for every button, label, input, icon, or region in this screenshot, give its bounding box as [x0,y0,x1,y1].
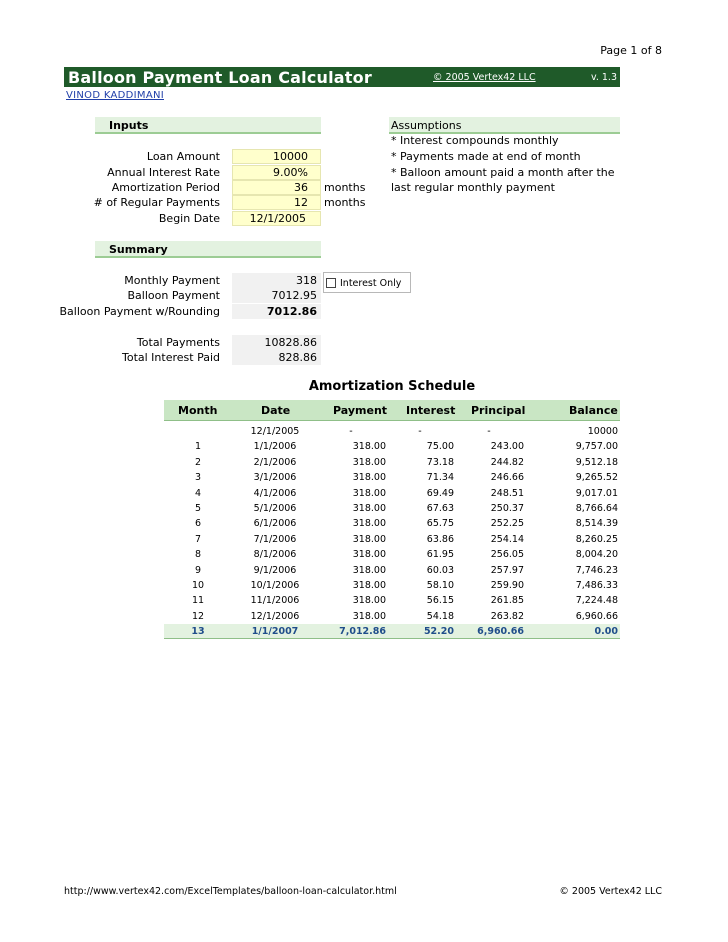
assumptions-heading: Assumptions [389,117,620,134]
table-row [164,424,620,439]
cell-principal: 252.25 [490,518,524,530]
cell-balance: 7,486.33 [575,580,618,591]
cell-payment: 318.00 [352,518,386,530]
total-payments-label: Total Payments [136,336,220,349]
cell-interest: 61.95 [426,549,454,561]
assumption-line: * Balloon amount paid a month after the [391,166,615,179]
cell-interest: 54.18 [426,610,454,622]
cell-month: 10 [191,580,205,591]
begin-date-input[interactable]: 12/1/2005 [232,211,321,226]
cell-date: 1/1/2006 [253,441,297,453]
cell-month: 9 [194,564,202,576]
cell-month: 8 [194,549,202,561]
copyright-link[interactable]: © 2005 Vertex42 LLC [433,72,536,83]
table-row [164,563,620,578]
regular-payments-label: # of Regular Payments [93,196,220,209]
cell-principal: 246.66 [490,472,524,484]
assumption-line: last regular monthly payment [391,181,555,194]
balloon-rounding-label: Balloon Payment w/Rounding [59,305,220,318]
cell-principal: 6,960.66 [477,626,524,638]
table-row [164,547,620,562]
interest-rate-label: Annual Interest Rate [107,166,220,179]
table-row [164,578,620,593]
total-interest-label: Total Interest Paid [122,351,220,364]
amortization-period-label: Amortization Period [111,181,220,194]
table-row [164,470,620,485]
cell-payment: 318.00 [352,549,386,561]
assumption-line: * Interest compounds monthly [391,134,559,147]
cell-balance: 9,512.18 [575,456,618,468]
cell-date: 12/1/2006 [250,610,300,622]
cell-date: 10/1/2006 [250,580,300,591]
cell-payment: 318.00 [352,595,386,607]
table-row [164,609,620,624]
footer-copyright: © 2005 Vertex42 LLC [559,886,662,897]
cell-month: 1 [194,441,202,453]
balloon-rounding-value: 7012.86 [232,304,321,319]
col-payment: Payment [333,404,388,417]
table-row [164,501,620,516]
author-link[interactable]: VINOD KADDIMANI [66,90,164,101]
cell-principal: 261.85 [490,595,524,607]
cell-principal: 263.82 [490,610,524,622]
cell-month: 2 [194,456,202,468]
cell-interest: 71.34 [426,472,454,484]
checkbox-icon[interactable] [326,278,336,288]
cell-balance: 8,514.39 [575,518,618,530]
interest-only-checkbox[interactable] [323,272,411,293]
monthly-payment-value: 318 [232,273,321,288]
cell-payment: 318.00 [352,487,386,499]
cell-payment: 318.00 [352,503,386,514]
balloon-payment-label: Balloon Payment [127,289,220,302]
cell-date: 4/1/2006 [253,487,297,499]
table-row [164,439,620,454]
cell-payment: 318.00 [352,472,386,484]
cell-date: 2/1/2006 [253,456,297,468]
regular-payments-unit: months [324,196,366,209]
cell-month: 4 [194,487,202,499]
cell-interest: 69.49 [426,487,454,499]
table-row [164,516,620,531]
regular-payments-input[interactable]: 12 [232,195,321,210]
cell-date: 1/1/2007 [251,626,299,638]
begin-date-label: Begin Date [158,212,220,225]
cell-date: 11/1/2006 [250,595,300,607]
table-row [164,455,620,470]
cell-interest: 52.20 [423,626,454,638]
cell-interest: 65.75 [426,518,454,530]
cell-month: 3 [194,472,202,484]
cell-interest: 73.18 [426,456,454,468]
cell-month: 5 [194,503,202,514]
cell-balance: 9,757.00 [575,441,618,453]
cell-principal: 243.00 [490,441,524,453]
table-row [164,593,620,608]
cell-interest: 67.63 [426,503,454,514]
footer-url[interactable]: http://www.vertex42.com/ExcelTemplates/balloon-loan-calculator.html [64,886,397,897]
cell-balance: 7,224.48 [575,595,618,607]
cell-interest: 56.15 [426,595,454,607]
cell-payment: 318.00 [352,533,386,545]
title-bar [64,67,620,87]
interest-only-label: Interest Only [340,278,402,289]
cell-principal: 254.14 [490,533,524,545]
page-title: Balloon Payment Loan Calculator [68,68,372,87]
table-row [164,624,620,639]
cell-date: 3/1/2006 [253,472,297,484]
amortization-period-unit: months [324,181,366,194]
loan-amount-input[interactable]: 10000 [232,149,321,164]
schedule-header [164,400,620,421]
cell-month: 6 [194,518,202,530]
cell-date: 9/1/2006 [253,564,297,576]
amortization-period-input[interactable]: 36 [232,180,321,195]
cell-principal: 257.97 [490,564,524,576]
cell-principal: 244.82 [490,456,524,468]
cell-interest: - [418,426,422,437]
cell-principal: - [487,426,491,437]
table-row [164,486,620,501]
cell-date: 5/1/2006 [253,503,297,514]
cell-balance: 9,017.01 [575,487,618,499]
cell-payment: 318.00 [352,441,386,453]
cell-balance: 8,004.20 [575,549,618,561]
page-number: Page 1 of 8 [600,44,662,57]
version-label: v. 1.3 [590,72,617,83]
cell-balance: 8,766.64 [575,503,618,514]
cell-payment: 318.00 [352,610,386,622]
assumption-line: * Payments made at end of month [391,150,581,163]
cell-balance: 8,260.25 [575,533,618,545]
cell-interest: 58.10 [426,580,454,591]
cell-payment: - [349,426,353,437]
total-payments-value: 10828.86 [232,335,321,350]
col-date: Date [261,404,291,417]
cell-payment: 318.00 [352,580,386,591]
col-principal: Principal [471,404,526,417]
cell-interest: 63.86 [426,533,454,545]
cell-principal: 248.51 [490,487,524,499]
cell-balance: 10000 [587,426,618,437]
summary-heading: Summary [95,241,321,258]
col-balance: Balance [569,404,618,417]
col-interest: Interest [406,404,456,417]
cell-month: 7 [194,533,202,545]
cell-interest: 60.03 [426,564,454,576]
cell-interest: 75.00 [426,441,454,453]
loan-amount-label: Loan Amount [146,150,220,163]
col-month: Month [178,404,218,417]
cell-date: 8/1/2006 [253,549,297,561]
cell-balance: 9,265.52 [575,472,618,484]
cell-month: 11 [191,595,205,607]
cell-date: 7/1/2006 [253,533,297,545]
cell-month: 13 [191,626,205,638]
cell-payment: 318.00 [352,564,386,576]
cell-date: 6/1/2006 [253,518,297,530]
cell-balance: 6,960.66 [575,610,618,622]
cell-payment: 318.00 [352,456,386,468]
cell-month: 12 [191,610,205,622]
interest-rate-input[interactable]: 9.00% [232,165,321,180]
table-row [164,532,620,547]
cell-principal: 259.90 [490,580,524,591]
balloon-payment-value: 7012.95 [232,288,321,303]
cell-principal: 250.37 [490,503,524,514]
cell-balance: 7,746.23 [575,564,618,576]
cell-date: 12/1/2005 [250,426,300,437]
monthly-payment-label: Monthly Payment [124,274,220,287]
cell-principal: 256.05 [490,549,524,561]
cell-balance: 0.00 [594,626,618,638]
schedule-title: Amortization Schedule [308,379,476,394]
cell-payment: 7,012.86 [339,626,386,638]
inputs-heading: Inputs [95,117,321,134]
total-interest-value: 828.86 [232,350,321,365]
